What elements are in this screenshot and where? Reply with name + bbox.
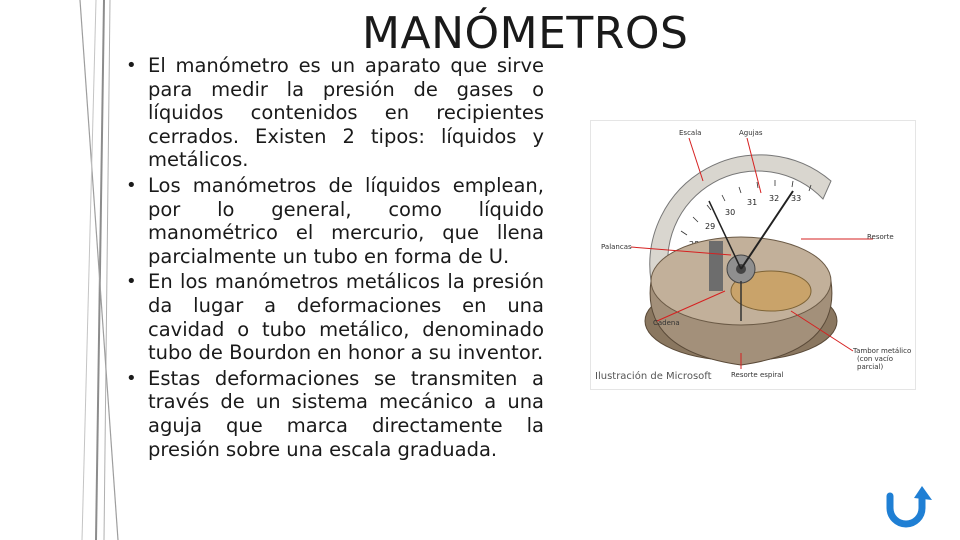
scale-number: 33 [791,194,802,203]
bullet-text: Estas deformaciones se transmiten a través de un sistema mecánico a una aguja que marca directamente la presión sobre una escala graduada. [148,366,544,461]
bullet-text: El manómetro es un aparato que sirve para medir la presión de gases o líquidos contenidos en recipientes cerrados. Existen 2 tipos: líquidos y metálicos. [148,54,544,172]
label-tambor: Tambor metálico [853,347,912,355]
label-palancas: Palancas [601,243,632,251]
scale-number: 31 [747,198,758,207]
bullet-item [120,270,544,364]
bullet-list [120,54,544,463]
bullet-item [120,367,544,461]
bullet-item [120,54,544,172]
bullet-text: Los manómetros de líquidos emplean, por lo general, como líquido manométrico el mercurio, que llena parcialmente un tubo en forma de U. [148,173,544,268]
scale-number: 32 [769,194,780,203]
label-agujas: Agujas [739,129,763,137]
bullet-dot: • [126,174,137,196]
label-resorte-espiral: Resorte espiral [731,371,784,379]
bullet-dot: • [126,367,137,389]
bullet-dot: • [126,55,137,76]
label-escala: Escala [679,129,702,137]
return-arrow-icon[interactable] [884,484,944,532]
label-cadena: Cadena [653,319,680,327]
manometer-illustration [590,120,916,390]
bullet-text: En los manómetros metálicos la presión da lugar a deformaciones en una cavidad o tubo metálico, denominado tubo de Bourdon en honor a su inventor. [148,270,544,365]
bullet-dot: • [126,271,137,293]
figure-credit: Ilustración de Microsoft [595,371,712,382]
slide-left-decoration [0,0,120,540]
scale-number: 29 [705,222,716,231]
scale-number: 30 [725,208,736,217]
label-tambor-sub: (con vacío [857,355,894,363]
label-tambor-sub2: parcial) [857,363,884,371]
slide-title: MANÓMETROS [362,8,689,59]
label-resorte: Resorte [867,233,894,241]
bullet-item [120,174,544,268]
